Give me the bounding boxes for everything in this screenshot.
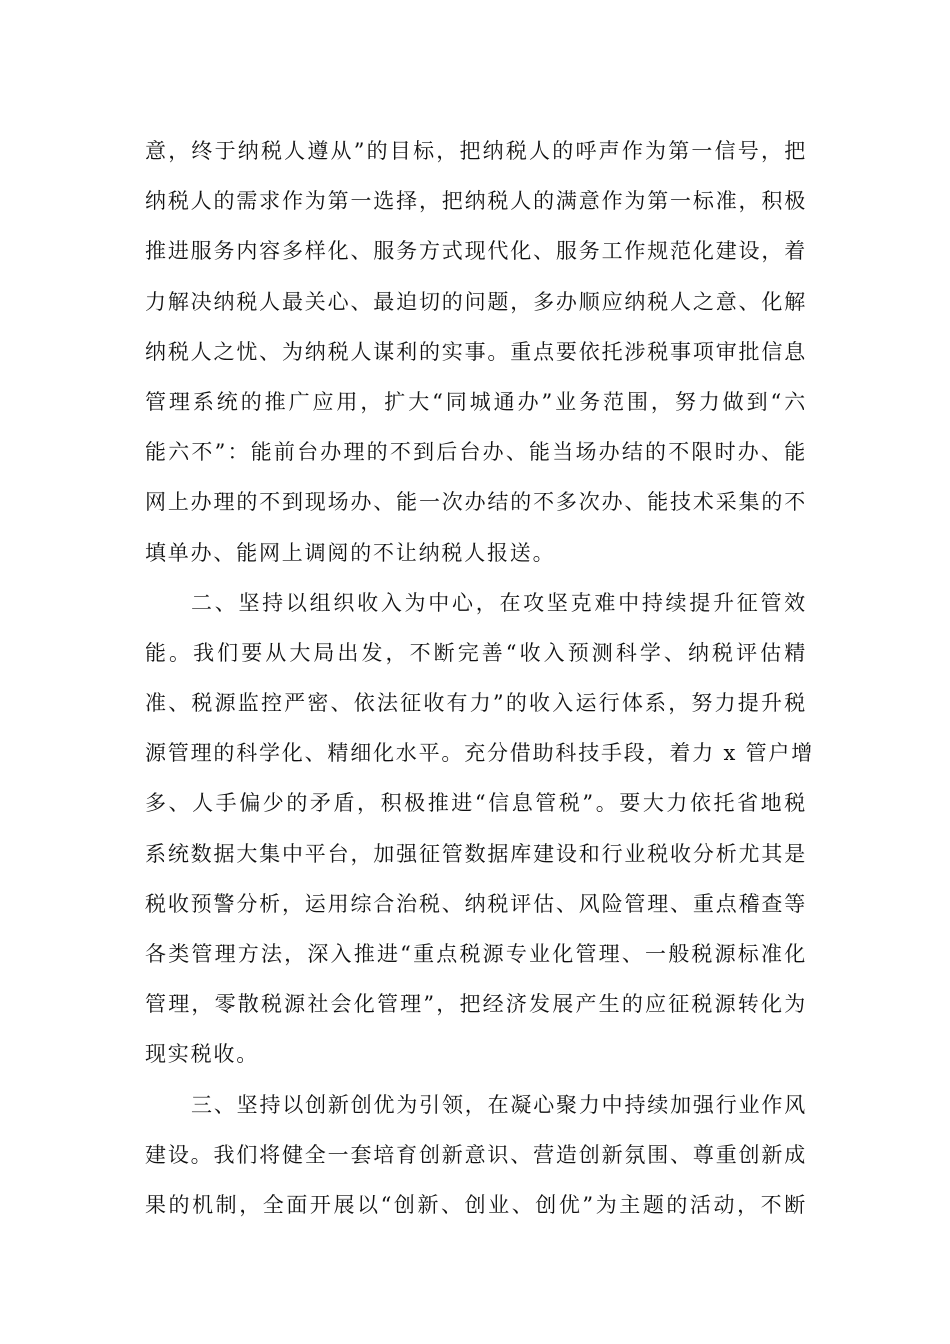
text-line: 纳税人的需求作为第一选择，把纳税人的满意作为第一标准，积极	[145, 189, 807, 214]
text-line: 源管理的科学化、精细化水平。充分借助科技手段，着力 x 管户增	[145, 741, 814, 766]
text-line: 能六不”：能前台办理的不到后台办、能当场办结的不限时办、能	[145, 440, 807, 465]
text-line: 纳税人之忧、为纳税人谋利的实事。重点要依托涉税事项审批信息	[145, 339, 807, 364]
text-line: 现实税收。	[145, 1042, 259, 1067]
text-line: 系统数据大集中平台，加强征管数据库建设和行业税收分析尤其是	[145, 841, 807, 866]
text-line: 填单办、能网上调阅的不让纳税人报送。	[145, 540, 556, 565]
text-line: 准、税源监控严密、依法征收有力”的收入运行体系，努力提升税	[145, 691, 807, 716]
text-line: 力解决纳税人最关心、最迫切的问题，多办顺应纳税人之意、化解	[145, 289, 807, 314]
section-heading-line: 二、坚持以组织收入为中心，在攻坚克难中持续提升征管效	[191, 590, 807, 615]
text-line: 意，终于纳税人遵从”的目标，把纳税人的呼声作为第一信号，把	[145, 139, 807, 163]
text-line: 管理系统的推广应用，扩大“同城通办”业务范围，努力做到“六	[145, 389, 807, 414]
text-line: 果的机制，全面开展以“创新、创业、创优”为主题的活动，不断	[145, 1192, 807, 1217]
section-heading-line: 三、坚持以创新创优为引领，在凝心聚力中持续加强行业作风	[191, 1092, 807, 1117]
text-line: 推进服务内容多样化、服务方式现代化、服务工作规范化建设，着	[145, 239, 807, 264]
text-line: 税收预警分析，运用综合治税、纳税评估、风险管理、重点稽查等	[145, 891, 807, 916]
text-line: 多、人手偏少的矛盾，积极推进“信息管税”。要大力依托省地税	[145, 791, 807, 816]
text-line: 能。我们要从大局出发，不断完善“收入预测科学、纳税评估精	[145, 640, 807, 665]
text-line: 网上办理的不到现场办、能一次办结的不多次办、能技术采集的不	[145, 490, 807, 515]
text-line: 建设。我们将健全一套培育创新意识、营造创新氛围、尊重创新成	[145, 1142, 807, 1167]
text-line: 管理，零散税源社会化管理”，把经济发展产生的应征税源转化为	[145, 992, 807, 1017]
document-body	[145, 126, 814, 1230]
text-line: 各类管理方法，深入推进“重点税源专业化管理、一般税源标准化	[145, 942, 807, 966]
